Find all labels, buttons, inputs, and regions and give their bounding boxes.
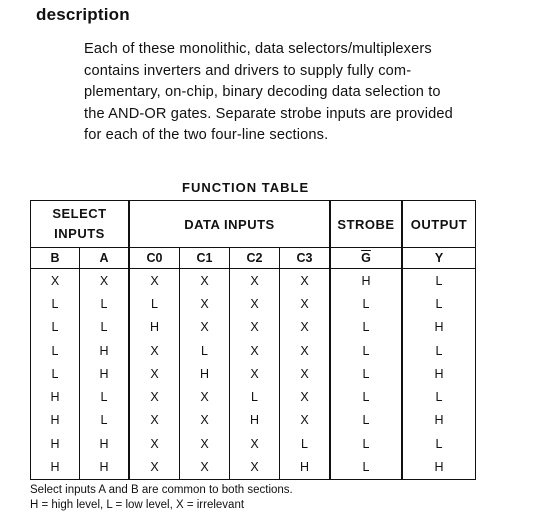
col-header-b: B [31, 248, 80, 269]
table-cell: L [330, 362, 402, 385]
table-cell: H [50, 460, 60, 475]
table-cell: L [51, 296, 59, 311]
table-cell: X [280, 269, 331, 293]
table-cell: X [129, 409, 180, 432]
table-cell: X [280, 385, 331, 408]
table-cell: H [80, 432, 130, 455]
table-cell: H [80, 362, 130, 385]
table-row [31, 269, 476, 293]
table-cell: L [51, 343, 59, 358]
table-cell: X [129, 385, 180, 408]
table-footnotes [30, 483, 293, 513]
table-body [31, 269, 476, 480]
table-cell: H [402, 409, 476, 432]
table-cell: H [50, 390, 60, 405]
table-cell: L [80, 292, 130, 315]
table-cell: X [180, 385, 230, 408]
table-cell: H [280, 455, 331, 479]
table-cell: X [280, 362, 331, 385]
table-cell: L [180, 339, 230, 362]
table-cell: L [402, 269, 476, 293]
table-cell: X [230, 339, 280, 362]
table-cell: H [180, 362, 230, 385]
table-cell: L [129, 292, 180, 315]
table-row [31, 316, 476, 339]
table-cell: L [330, 409, 402, 432]
table-row [31, 455, 476, 479]
strobe-header: STROBE [330, 201, 402, 248]
table-cell: L [402, 432, 476, 455]
table-row [31, 385, 476, 408]
table-cell: H [129, 316, 180, 339]
table-cell: L [402, 339, 476, 362]
table-cell: L [330, 432, 402, 455]
table-cell: X [129, 362, 180, 385]
output-header: OUTPUT [402, 201, 476, 248]
table-cell: L [280, 432, 331, 455]
table-cell: H [80, 339, 130, 362]
table-cell: L [330, 385, 402, 408]
table-row [31, 292, 476, 315]
table-cell: H [402, 362, 476, 385]
column-header-row [31, 248, 476, 269]
table-cell: X [50, 273, 60, 288]
footnote-line: Select inputs A and B are common to both sections. [30, 484, 293, 496]
col-header-y: Y [402, 248, 476, 269]
table-cell: H [402, 455, 476, 479]
table-cell: X [280, 292, 331, 315]
table-cell: L [80, 385, 130, 408]
col-header-c3: C3 [280, 248, 331, 269]
table-cell: X [230, 455, 280, 479]
table-row [31, 409, 476, 432]
description-line: the AND-OR gates. Separate strobe inputs are provided [84, 105, 453, 122]
table-cell: X [230, 292, 280, 315]
description-line: plementary, on-chip, binary decoding data selection to [84, 84, 441, 100]
description-line: Each of these monolithic, data selectors/multiplexers [84, 41, 432, 57]
col-header-c0: C0 [129, 248, 180, 269]
table-cell: L [330, 339, 402, 362]
table-cell: H [50, 413, 60, 428]
footnote-line: H = high level, L = low level, X = irrelevant [30, 499, 245, 511]
table-cell: X [230, 269, 280, 293]
col-header-a: A [80, 248, 130, 269]
table-cell: H [50, 436, 60, 451]
description-paragraph [84, 39, 524, 147]
table-cell: X [230, 362, 280, 385]
table-cell: H [230, 409, 280, 432]
table-cell: L [80, 316, 130, 339]
table-cell: X [180, 432, 230, 455]
table-cell: X [80, 269, 130, 293]
table-cell: L [51, 320, 59, 335]
table-cell: X [129, 339, 180, 362]
table-cell: X [180, 316, 230, 339]
table-cell: X [280, 339, 331, 362]
table-cell: L [330, 292, 402, 315]
description-line: contains inverters and drivers to supply fully com- [84, 62, 412, 79]
table-cell: H [330, 269, 402, 293]
description-line: for each of the two four-line sections. [84, 127, 329, 143]
table-cell: L [51, 366, 59, 381]
table-cell: X [230, 316, 280, 339]
col-header-c2: C2 [230, 248, 280, 269]
table-cell: X [180, 455, 230, 479]
table-cell: X [129, 455, 180, 479]
section-heading: description [36, 5, 130, 24]
group-header-row [31, 201, 476, 248]
col-header-g [330, 248, 402, 269]
col-header-c1: C1 [180, 248, 230, 269]
table-cell: L [330, 316, 402, 339]
table-row [31, 339, 476, 362]
table-title: FUNCTION TABLE [182, 180, 310, 195]
table-cell: L [402, 292, 476, 315]
table-row [31, 362, 476, 385]
table-cell: L [230, 385, 280, 408]
table-cell: L [330, 455, 402, 479]
table-cell: X [129, 269, 180, 293]
table-cell: X [180, 292, 230, 315]
data-inputs-header: DATA INPUTS [129, 201, 330, 248]
select-inputs-header: SELECT INPUTS [31, 201, 130, 248]
table-cell: L [402, 385, 476, 408]
table-cell: X [280, 409, 331, 432]
g-bar-label: $\overline{G}$ [361, 251, 371, 265]
table-cell: H [80, 455, 130, 479]
table-cell: X [180, 269, 230, 293]
table-cell: X [180, 409, 230, 432]
function-table [30, 200, 476, 480]
table-cell: H [402, 316, 476, 339]
table-cell: X [230, 432, 280, 455]
table-cell: L [80, 409, 130, 432]
table-row [31, 432, 476, 455]
table-cell: X [129, 432, 180, 455]
table-cell: X [280, 316, 331, 339]
